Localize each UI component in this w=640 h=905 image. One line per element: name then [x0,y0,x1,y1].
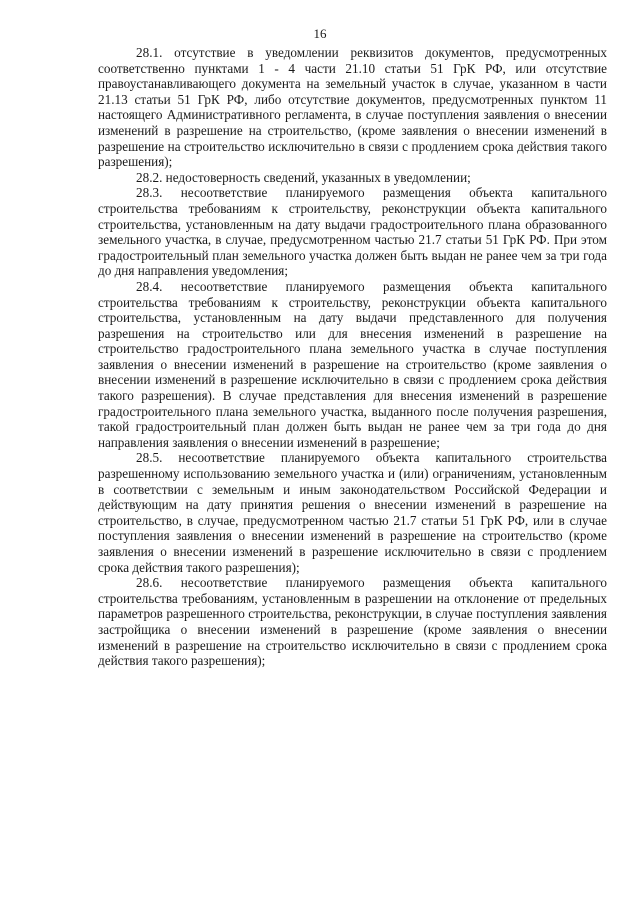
paragraph-28-2 [98,170,607,186]
page-number: 16 [313,26,327,41]
paragraph-28-5 [98,450,607,575]
paragraph-28-1 [98,45,607,170]
paragraph-text: недостоверность сведений, указанных в уведомлении; [165,169,471,185]
paragraph-text: несоответствие планируемого размещения объекта капитального строительства требованиям, установленным в разрешении на отклонение от предельных параметров разрешенного строительства, реконструкции, в случае поступления заявления застройщика о внесении изменений в разрешение (кроме заявления о внесении изменений в разрешение на строительство исключительно в связи с продлением срока действия такого разрешения); [98,575,608,669]
paragraph-28-3 [98,185,607,279]
paragraph-number: 28.4. [136,278,163,294]
paragraph-28-6 [98,575,607,669]
paragraph-number: 28.5. [136,450,163,466]
paragraph-text: несоответствие планируемого объекта капитального строительства разрешенному использованию земельного участка и (или) ограничениям, установленным в соответствии с земельным и иным законодательством Российской Федерации и действующим на дату принятия решения о внесении изменений в разрешение на строительство, в случае, предусмотренном частью 21.7 статьи 51 ГрК РФ, или в случае поступления заявления о внесении изменений в разрешение на строительство (кроме заявления о внесении изменений в разрешение исключительно в связи с продлением срока действия такого разрешения); [98,450,607,575]
paragraph-number: 28.1. [136,45,163,60]
paragraph-text: несоответствие планируемого размещения объекта капитального строительства требованиям к строительству, реконструкции объекта капитального строительства, установленным на дату выдачи градостроительного плана образованного земельного участка, в случае, предусмотренном частью 21.7 статьи 51 ГрК РФ. При этом градостроительный план земельного участка должен быть выдан не ранее чем за три года до дня направления уведомления; [98,185,608,279]
paragraph-28-4 [98,279,607,451]
paragraph-number: 28.6. [136,575,163,591]
paragraph-number: 28.2. [136,169,163,185]
paragraph-number: 28.3. [136,185,163,201]
document-body [98,45,607,669]
paragraph-text: несоответствие планируемого размещения объекта капитального строительства требованиям к строительству, реконструкции объекта капитального строительства, установленным на дату выдачи представленного для получения разрешения на строительство или для внесения изменений в разрешение на строительство градостроительного плана земельного участка в случае поступления заявления о внесении изменений в разрешение на строительство (кроме заявления о внесении изменений в разрешение исключительно в связи с продлением срока действия такого разрешения). В случае представления для внесения изменений в разрешение градостроительного плана земельного участка, выданного после получения разрешения, такой градостроительный план должен быть выдан не ранее чем за три года до дня направления заявления о внесении изменений в разрешение; [98,278,608,450]
paragraph-text: отсутствие в уведомлении реквизитов документов, предусмотренных соответственно пунктами 1 - 4 части 21.10 статьи 51 ГрК РФ, или отсутствие правоустанавливающего документа на земельный участок в случае, указанном в части 21.13 статьи 51 ГрК РФ, либо отсутствие документов, предусмотренных пунктом 11 настоящего Административного регламента, в случае поступления заявления о внесении изменений в разрешение на строительство, (кроме заявления о внесении изменений в разрешение на строительство исключительно в связи с продлением срока действия такого разрешения); [98,45,608,170]
